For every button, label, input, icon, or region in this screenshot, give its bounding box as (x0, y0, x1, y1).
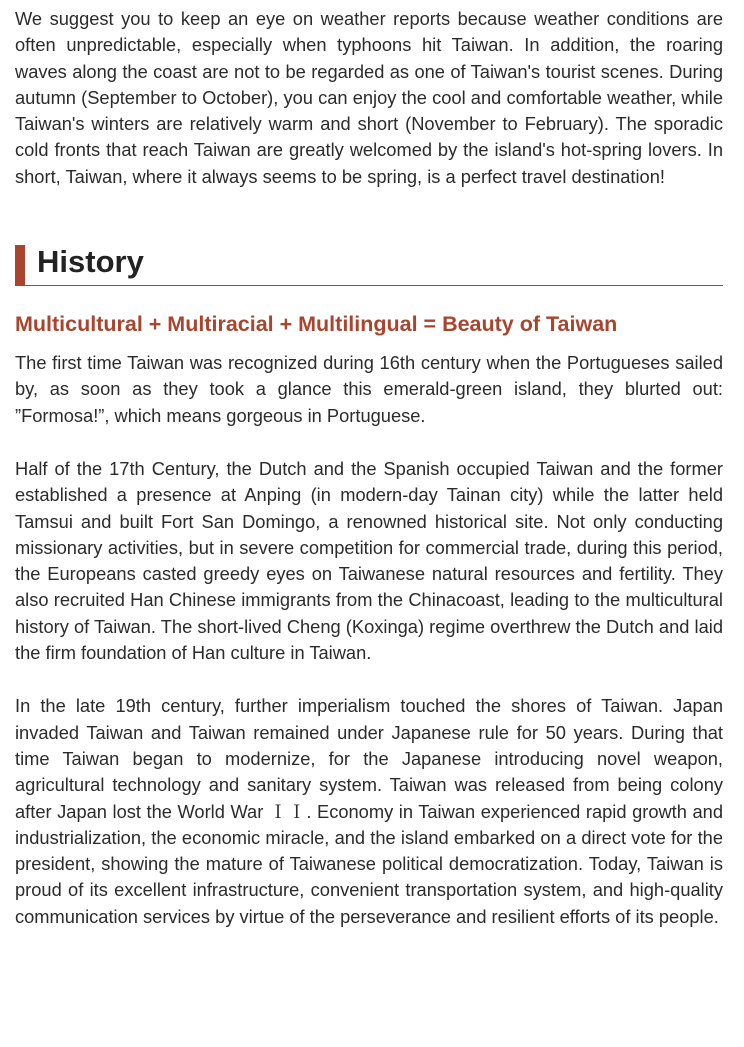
paragraph-gap (15, 666, 723, 693)
section-title: History (37, 244, 144, 280)
history-section-header (15, 245, 723, 286)
history-paragraph-2: Half of the 17th Century, the Dutch and the Spanish occupied Taiwan and the former established a presence at Anping (in modern-day Tainan city) while the latter held Tamsui and built Fort San Domingo, a renowned historical site. Not only conducting missionary activities, but in severe competition for commercial trade, during this period, the Europeans casted greedy eyes on Taiwanese natural resources and fertility. They also recruited Han Chinese immigrants from the Chinacoast, leading to the multicultural history of Taiwan. The short-lived Cheng (Koxinga) regime overthrew the Dutch and laid the firm foundation of Han culture in Taiwan. (15, 457, 723, 664)
section-subtitle: Multicultural + Multiracial + Multilingual = Beauty of Taiwan (15, 312, 618, 337)
intro-paragraph: We suggest you to keep an eye on weather reports because weather conditions are often unpredictable, especially when typhoons hit Taiwan. In addition, the roaring waves along the coast are not to be regarded as one of Taiwan's tourist scenes. During autumn (September to October), you can enjoy the cool and comfortable weather, while Taiwan's winters are relatively warm and short (November to February). The sporadic cold fronts that reach Taiwan are greatly welcomed by the island's hot-spring lovers. In short, Taiwan, where it always seems to be spring, is a perfect travel destination! (15, 8, 723, 187)
history-paragraph-3: In the late 19th century, further imperialism touched the shores of Taiwan. Japan invaded Taiwan and Taiwan remained under Japanese rule for 50 years. During that time Taiwan began to modernize, for the Japanese introducing novel weapon, agricultural technology and sanitary system. Taiwan was released from being colony after Japan lost the World War ＩＩ. Economy in Taiwan experienced rapid growth and industrialization, the economic miracle, and the island embarked on a direct vote for the president, showing the mature of Taiwanese political democratization. Today, Taiwan is proud of its excellent infrastructure, convenient transportation system, and high-quality communication services by virtue of the perseverance and resilient efforts of its people. (15, 695, 723, 927)
paragraph-gap (15, 429, 723, 456)
history-paragraph-1: The first time Taiwan was recognized during 16th century when the Portugueses sailed by, as soon as they took a glance this emerald-green island, they blurted out: ”Formosa!”, which means gorgeous in Portuguese. (15, 352, 723, 426)
heading-accent-bar (15, 245, 25, 285)
